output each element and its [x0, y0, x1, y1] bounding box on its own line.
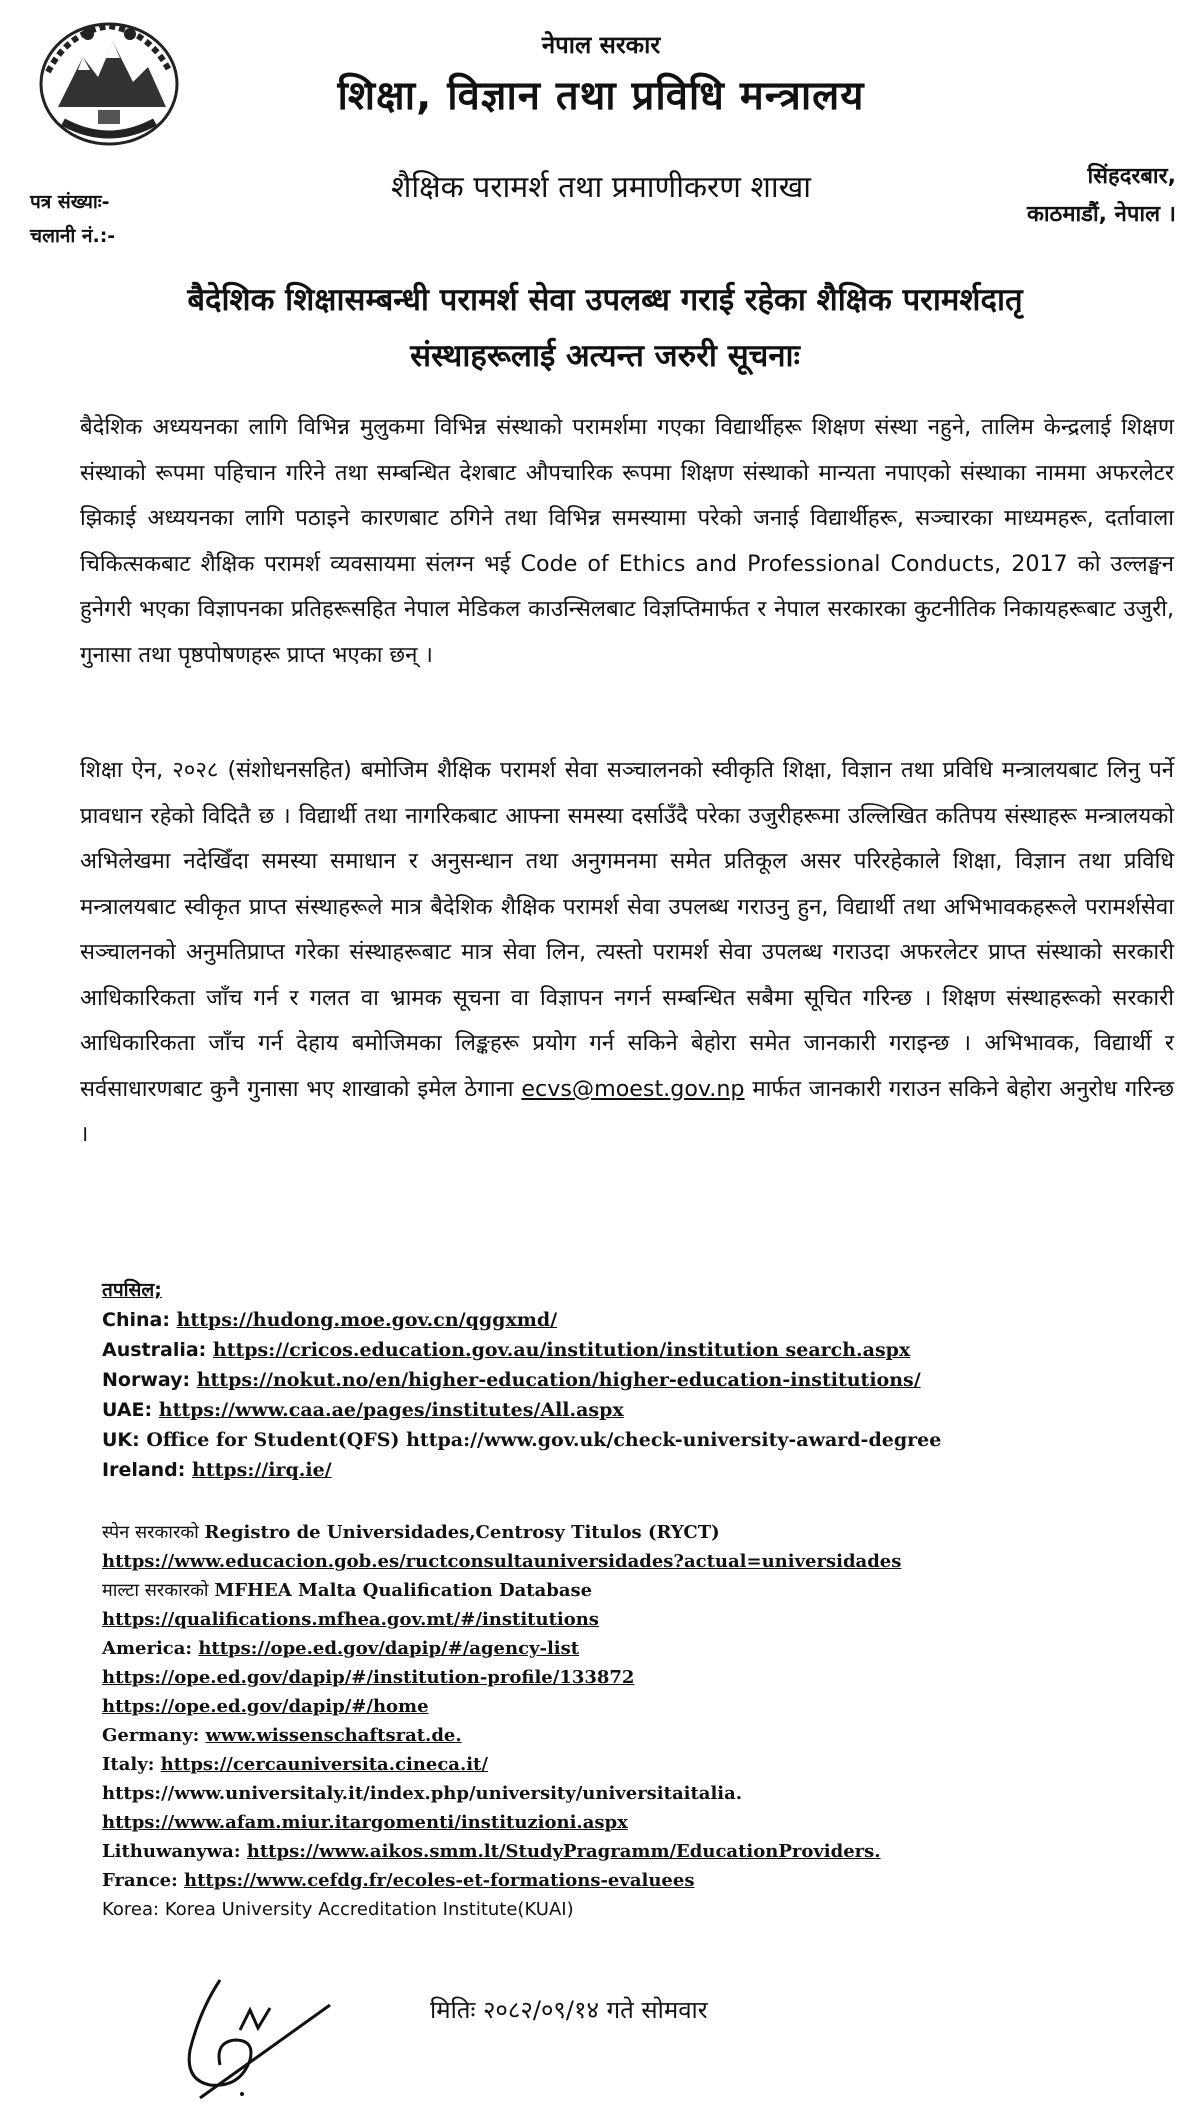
- list-item: [102, 1808, 1182, 1837]
- korea-institute: Korea University Accreditation Institute(KUAI): [164, 1899, 574, 1920]
- list-item: [102, 1605, 1182, 1634]
- malta-link[interactable]: https://qualifications.mfhea.gov.mt/#/institutions: [102, 1609, 599, 1630]
- list-item: [102, 1663, 1182, 1692]
- spain-registry: Registro de Universidades,Centrosy Titulos (RYCT): [204, 1522, 720, 1543]
- paragraph-2-end: मार्फत जानकारी गराउन सकिने बेहोरा अनुरोध गरिन्छ ।: [80, 1075, 1174, 1147]
- email-link[interactable]: ecvs@moest.gov.np: [521, 1075, 745, 1102]
- list-item: Australia: https://cricos.education.gov.au/institution/institution search.aspx: [102, 1339, 911, 1361]
- notice-date: मितिः २०८२/०९/१४ गते सोमवार: [430, 1996, 708, 2024]
- office-address: [1027, 158, 1176, 234]
- list-item: [102, 1547, 1182, 1576]
- paragraph-2-text: शिक्षा ऐन, २०२८ (संशोधनसहित) बमोजिम शैक्षिक परामर्श सेवा सञ्चालनको स्वीकृति शिक्षा, विज्ञान तथा प्रविधि मन्त्रालयबाट लिनु पर्ने प्रावधान रहेको विदितै छ । विद्यार्थी तथा नागरिकबाट आफ्ना समस्या दर्साउँदै परेका उजुरीहरूमा उल्लिखित कतिपय संस्थाहरू मन्त्रालयको अभिलेखमा नदेखिँदा समस्या समाधान र अनुसन्धान तथा अनुगमनमा समेत प्रतिकूल असर परिरहेकाले शिक्षा, विज्ञान तथा प्रविधि मन्त्रालयबाट स्वीकृत प्राप्त संस्थाहरूले मात्र बैदेशिक शैक्षिक परामर्श सेवा उपलब्ध गराउनु हुन, विद्यार्थी तथा अभिभावकहरूले परामर्शसेवा सञ्चालनको अनुमतिप्राप्त गरेका संस्थाहरूबाट मात्र सेवा लिन, त्यस्तो परामर्श सेवा उपलब्ध गराउदा अफरलेटर प्राप्त संस्थाको सरकारी आधिकारिकता जाँच गर्न र गलत वा भ्रामक सूचना वा विज्ञापन नगर्न सम्बन्धित सबैमा सूचित गरिन्छ । शिक्षण संस्थाहरूको सरकारी आधिकारिकता जाँच गर्न देहाय बमोजिमका लिङ्कहरू प्रयोग गर्न सकिने बेहोरा समेत जानकारी गराइन्छ । अभिभावक, विद्यार्थी र सर्वसाधारणबाट कुनै गुनासा भए शाखाको इमेल ठेगाना: [80, 757, 1174, 1102]
- list-item: Norway: https://nokut.no/en/higher-education/higher-education-institutions/: [102, 1369, 921, 1391]
- list-item: माल्टा सरकारको MFHEA Malta Qualification Database: [102, 1580, 593, 1601]
- notice-paragraph-1: बैदेशिक अध्ययनका लागि विभिन्न मुलुकमा विभिन्न संस्थाको परामर्शमा गएका विद्यार्थीहरू शिक्षण संस्था नहुने, तालिम केन्द्रलाई शिक्षण संस्थाको रूपमा पहिचान गरिने तथा सम्बन्धित देशबाट औपचारिक रूपमा शिक्षण संस्थाको मान्यता नपाएको संस्थाका नाममा अफरलेटर झिकाई अध्ययनका लागि पठाइने कारणबाट ठगिने तथा विभिन्न समस्यामा परेको जनाई विद्यार्थीहरू, सञ्चारका माध्यमहरू, दर्तावाला चिकित्सकबाट शैक्षिक परामर्श व्यवसायमा संलग्न भई Code of Ethics and Professional Conducts, 2017 को उल्लङ्घन हुनेगरी भएका विज्ञापनका प्रतिहरूसहित नेपाल मेडिकल काउन्सिलबाट विज्ञप्तिमार्फत र नेपाल सरकारका कुटनीतिक निकायहरूबाट उजुरी, गुनासा तथा पृष्ठपोषणहरू प्राप्त भएका छन् ।: [80, 414, 1174, 668]
- germany-link[interactable]: www.wissenschaftsrat.de.: [205, 1725, 462, 1746]
- italy-link-2[interactable]: https://www.universitaly.it/index.php/university/universitaitalia.: [102, 1783, 743, 1804]
- details-list-2: [102, 1518, 1182, 1924]
- list-item: स्पेन सरकारको Registro de Universidades,Centrosy Titulos (RYCT): [102, 1522, 720, 1543]
- uk-link[interactable]: Office for Student(QFS) httpa://www.gov.uk/check-university-award-degree: [146, 1429, 942, 1451]
- list-item: America: https://ope.ed.gov/dapip/#/agency-list: [102, 1638, 580, 1659]
- france-link[interactable]: https://www.cefdg.fr/ecoles-et-formations-evaluees: [184, 1870, 695, 1891]
- notice-title: [60, 272, 1150, 384]
- government-name: नेपाल सरकार: [541, 31, 661, 59]
- list-item: Italy: https://cercauniversita.cineca.it/: [102, 1754, 488, 1775]
- letter-number-label: पत्र संख्याः-: [30, 191, 110, 213]
- list-item: UAE: https://www.caa.ae/pages/institutes/All.aspx: [102, 1399, 624, 1421]
- details-list: [102, 1275, 1182, 1485]
- section-name: शैक्षिक परामर्श तथा प्रमाणीकरण शाखा: [390, 170, 812, 205]
- signature-icon: [180, 1970, 350, 2100]
- notice-title-line-2: संस्थाहरूलाई अत्यन्त जरुरी सूचनाः: [410, 338, 800, 374]
- spain-link[interactable]: https://www.educacion.gob.es/ructconsultauniversidades?actual=universidades: [102, 1551, 902, 1572]
- address-line-2: काठमाडौं, नेपाल ।: [1026, 202, 1176, 227]
- dispatch-number-label: चलानी नं.:-: [30, 225, 116, 247]
- list-item: [102, 1692, 1182, 1721]
- ireland-link[interactable]: https://irq.ie/: [192, 1459, 332, 1481]
- details-heading: तपसिल;: [102, 1279, 162, 1301]
- list-item: Germany: www.wissenschaftsrat.de.: [102, 1725, 462, 1746]
- list-item: Lithuwanywa: https://www.aikos.smm.lt/StudyPragramm/EducationProviders.: [102, 1841, 881, 1862]
- america-link-2[interactable]: https://ope.ed.gov/dapip/#/institution-profile/133872: [102, 1667, 635, 1688]
- lithuania-link[interactable]: https://www.aikos.smm.lt/StudyPragramm/EducationProviders.: [246, 1841, 881, 1862]
- notice-title-line-1: बैदेशिक शिक्षासम्बन्धी परामर्श सेवा उपलब्ध गराई रहेका शैक्षिक परामर्शदातृ: [187, 282, 1023, 318]
- italy-link-3[interactable]: https://www.afam.miur.itargomenti/instituzioni.aspx: [102, 1812, 628, 1833]
- list-item: China: https://hudong.moe.gov.cn/qggxmd/: [102, 1309, 558, 1331]
- list-item: Ireland: https://irq.ie/: [102, 1459, 332, 1481]
- china-link[interactable]: https://hudong.moe.gov.cn/qggxmd/: [176, 1309, 558, 1331]
- norway-link[interactable]: https://nokut.no/en/higher-education/higher-education-institutions/: [196, 1369, 921, 1391]
- america-link-1[interactable]: https://ope.ed.gov/dapip/#/agency-list: [198, 1638, 580, 1659]
- list-item: Korea: Korea University Accreditation Institute(KUAI): [102, 1899, 574, 1920]
- australia-link[interactable]: https://cricos.education.gov.au/institution/institution search.aspx: [212, 1339, 911, 1361]
- ministry-name: शिक्षा, विज्ञान तथा प्रविधि मन्त्रालय: [337, 73, 865, 119]
- address-line-1: सिंहदरबार,: [1087, 164, 1176, 189]
- list-item: UK: Office for Student(QFS) httpa://www.gov.uk/check-university-award-degree: [102, 1429, 942, 1451]
- america-link-3[interactable]: https://ope.ed.gov/dapip/#/home: [102, 1696, 429, 1717]
- list-item: [102, 1779, 1182, 1808]
- italy-link-1[interactable]: https://cercauniversita.cineca.it/: [160, 1754, 488, 1775]
- list-item: France: https://www.cefdg.fr/ecoles-et-formations-evaluees: [102, 1870, 695, 1891]
- uae-link[interactable]: https://www.caa.ae/pages/institutes/All.aspx: [158, 1399, 624, 1421]
- notice-paragraph-2: [80, 748, 1174, 1158]
- malta-database: MFHEA Malta Qualification Database: [214, 1580, 593, 1601]
